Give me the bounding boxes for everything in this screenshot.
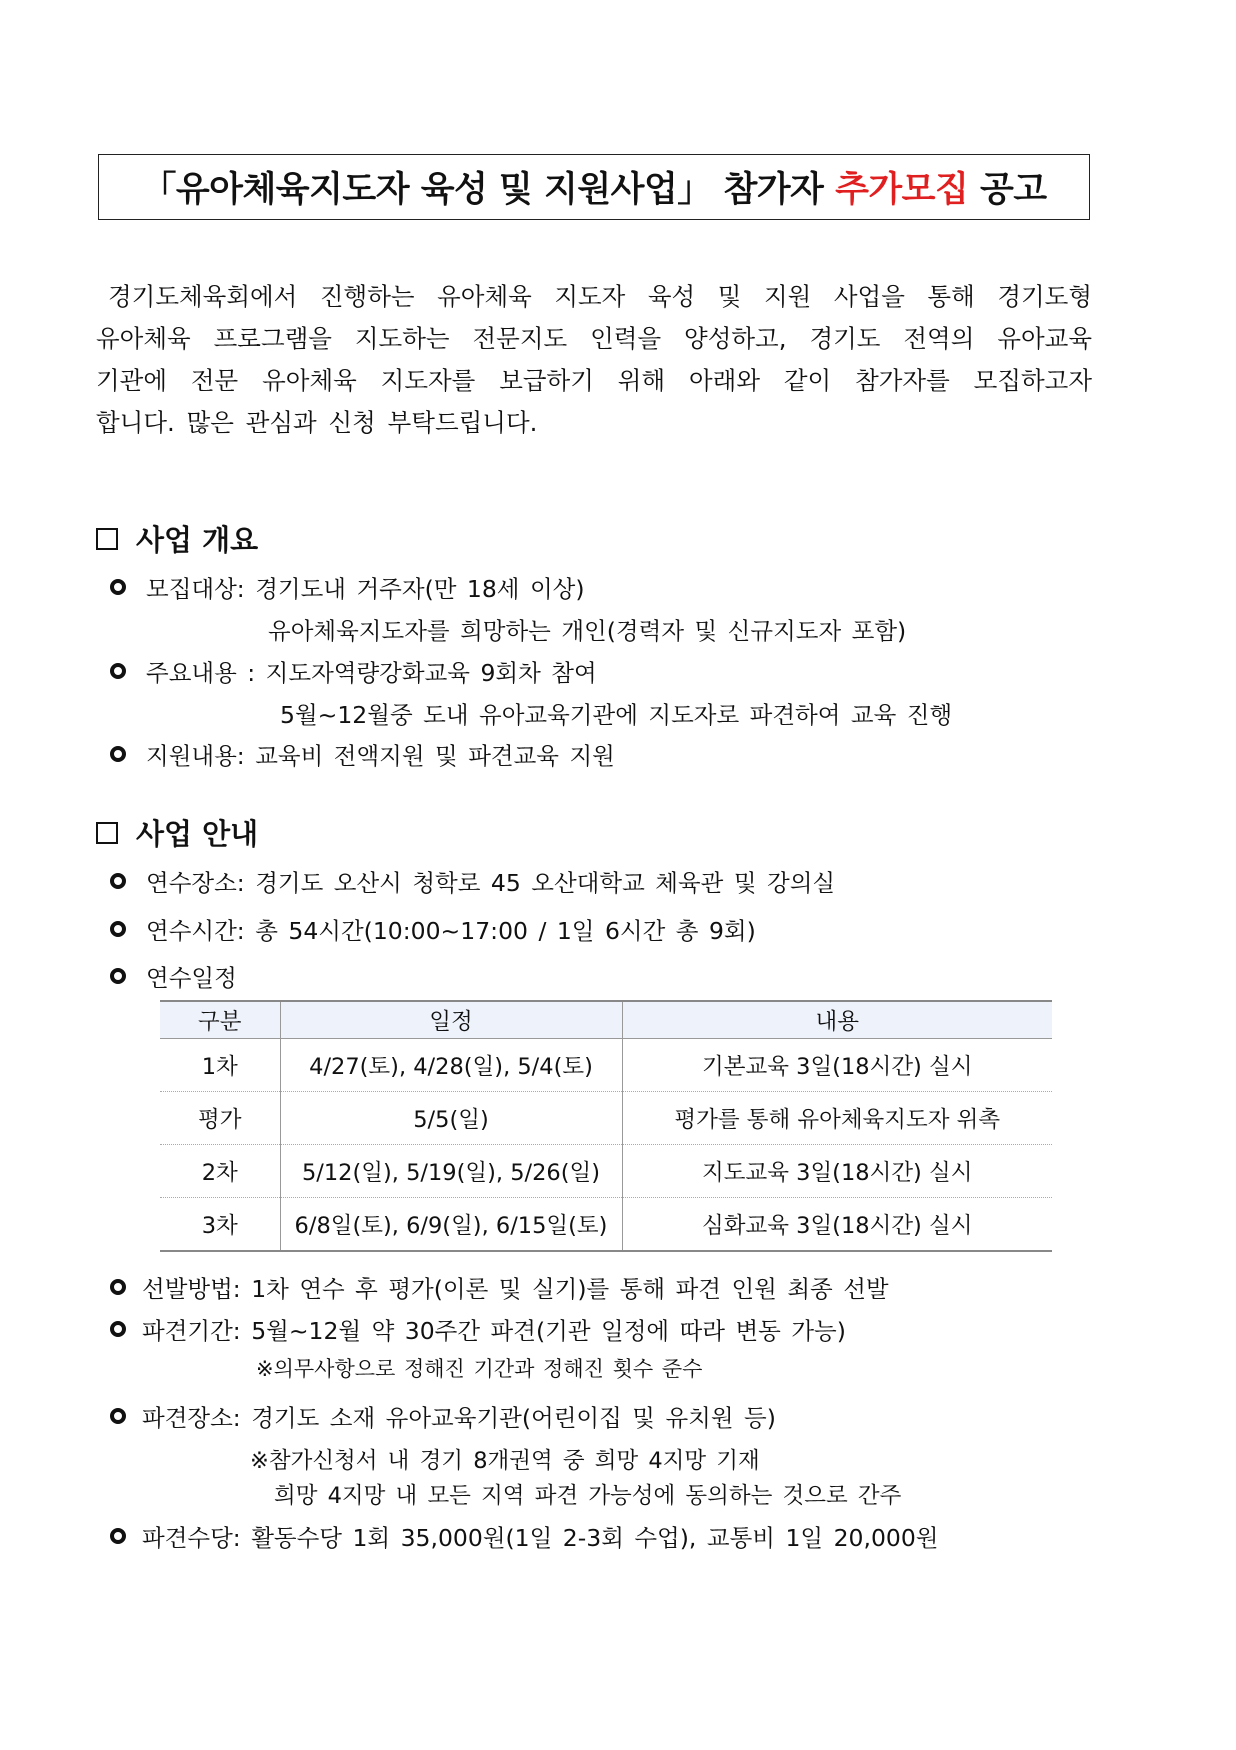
dispatch-period: 파견기간: 5월~12월 약 30주간 파견(기관 일정에 따라 변동 가능) xyxy=(142,1317,846,1345)
table-cell: 5/12(일), 5/19(일), 5/26(일) xyxy=(280,1145,622,1198)
checkbox-square-icon xyxy=(96,822,118,844)
dispatch-note: 희망 4지망 내 모든 지역 파견 가능성에 동의하는 것으로 간주 xyxy=(274,1483,902,1509)
dispatch-period-note: ※의무사항으로 정해진 기간과 정해진 횟수 준수 xyxy=(256,1357,703,1381)
column-header: 일정 xyxy=(280,1001,622,1039)
dispatch-place: 파견장소: 경기도 소재 유아교육기관(어린이집 및 유치원 등) xyxy=(142,1404,776,1432)
training-time: 연수시간: 총 54시간(10:00~17:00 / 1일 6시간 총 9회) xyxy=(146,917,756,945)
table-cell: 3차 xyxy=(160,1198,280,1252)
table-cell: 지도교육 3일(18시간) 실시 xyxy=(622,1145,1052,1198)
bullet-circle-icon xyxy=(110,579,126,595)
table-cell: 평가 xyxy=(160,1092,280,1145)
bullet-circle-icon xyxy=(110,746,126,762)
title-text: 「유아체육지도자 육성 및 지원사업」 참가자 xyxy=(141,170,836,210)
intro-line: 경기도체육회에서 진행하는 유아체육 지도자 육성 및 지원 사업을 통해 경기도형 xyxy=(108,282,1092,311)
table-row xyxy=(160,1039,1052,1092)
bullet-circle-icon xyxy=(110,968,126,984)
table-row xyxy=(160,1092,1052,1145)
table-cell: 평가를 통해 유아체육지도자 위촉 xyxy=(622,1092,1052,1145)
dispatch-note: ※참가신청서 내 경기 8개권역 중 희망 4지망 기재 xyxy=(250,1448,760,1474)
intro-line: 기관에 전문 유아체육 지도자를 보급하기 위해 아래와 같이 참가자를 모집하고자 xyxy=(96,366,1092,395)
recruit-target: 모집대상: 경기도내 거주자(만 18세 이상) xyxy=(146,575,585,603)
table-header-row xyxy=(160,1001,1052,1039)
section-title: 사업 개요 xyxy=(136,523,259,557)
table-cell: 1차 xyxy=(160,1039,280,1092)
column-header: 내용 xyxy=(622,1001,1052,1039)
bullet-circle-icon xyxy=(110,663,126,679)
intro-paragraph xyxy=(96,276,1092,444)
bullet-circle-icon xyxy=(110,873,126,889)
intro-line: 유아체육 프로그램을 지도하는 전문지도 인력을 양성하고, 경기도 전역의 유아교육 xyxy=(96,324,1092,353)
support-content: 지원내용: 교육비 전액지원 및 파견교육 지원 xyxy=(146,742,615,770)
table-row xyxy=(160,1145,1052,1198)
intro-line: 합니다. 많은 관심과 신청 부탁드립니다. xyxy=(96,408,538,437)
table-cell: 4/27(토), 4/28(일), 5/4(토) xyxy=(280,1039,622,1092)
schedule-table xyxy=(160,1000,1052,1252)
column-header: 구분 xyxy=(160,1001,280,1039)
table-row xyxy=(160,1198,1052,1252)
main-content-detail: 5월~12월중 도내 유아교육기관에 지도자로 파견하여 교육 진행 xyxy=(280,701,953,729)
table-cell: 기본교육 3일(18시간) 실시 xyxy=(622,1039,1052,1092)
training-place: 연수장소: 경기도 오산시 청학로 45 오산대학교 체육관 및 강의실 xyxy=(146,869,836,897)
section-guide-heading xyxy=(96,812,258,853)
dispatch-allowance: 파견수당: 활동수당 1회 35,000원(1일 2-3회 수업), 교통비 1일 20,000원 xyxy=(142,1524,939,1552)
bullet-circle-icon xyxy=(110,1279,126,1295)
title-highlight: 추가모집 xyxy=(835,170,969,210)
main-content: 주요내용 : 지도자역량강화교육 9회차 참여 xyxy=(146,659,597,687)
table-cell: 6/8일(토), 6/9(일), 6/15일(토) xyxy=(280,1198,622,1252)
recruit-detail: 유아체육지도자를 희망하는 개인(경력자 및 신규지도자 포함) xyxy=(268,617,907,645)
bullet-circle-icon xyxy=(110,921,126,937)
table-cell: 2차 xyxy=(160,1145,280,1198)
training-schedule-label: 연수일정 xyxy=(146,964,237,992)
notice-title xyxy=(98,154,1090,220)
bullet-circle-icon xyxy=(110,1321,126,1337)
section-overview-heading xyxy=(96,518,258,559)
table-cell: 심화교육 3일(18시간) 실시 xyxy=(622,1198,1052,1252)
section-title: 사업 안내 xyxy=(136,817,259,851)
title-suffix: 공고 xyxy=(968,170,1047,210)
checkbox-square-icon xyxy=(96,528,118,550)
selection-method: 선발방법: 1차 연수 후 평가(이론 및 실기)를 통해 파견 인원 최종 선발 xyxy=(142,1275,889,1303)
bullet-circle-icon xyxy=(110,1528,126,1544)
table-cell: 5/5(일) xyxy=(280,1092,622,1145)
bullet-circle-icon xyxy=(110,1408,126,1424)
